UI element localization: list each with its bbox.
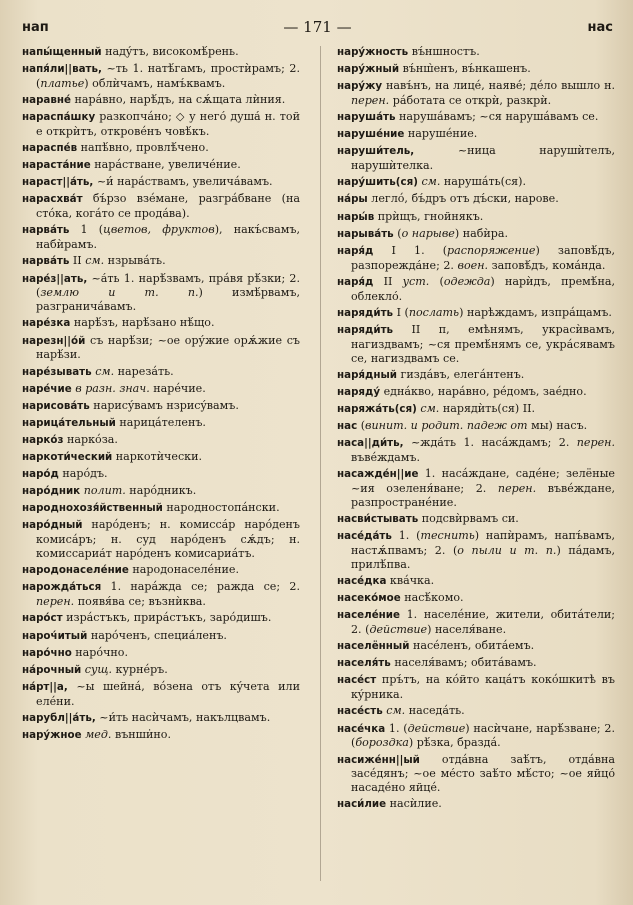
entry-definition: подсвѝрвамъ си.	[418, 512, 519, 526]
entry-headword: напы́щенный	[22, 46, 102, 58]
header-left-guide-word: нап	[22, 20, 49, 35]
entry-definition: 1. (	[385, 721, 408, 735]
dictionary-entry	[22, 611, 300, 626]
dictionary-entry	[22, 711, 300, 726]
entry-definition: II	[373, 274, 403, 288]
page-number: — 171 —	[283, 18, 352, 36]
entry-label: см.	[95, 364, 115, 378]
entry-label: см.	[421, 175, 441, 189]
dictionary-entry	[22, 175, 300, 190]
entry-label: полит.	[83, 484, 126, 498]
dictionary-entry	[337, 127, 615, 142]
entry-headword: наркоти́ческий	[22, 451, 113, 464]
entry-headword: наса||ди́ть,	[337, 437, 404, 450]
entry-label: в разн. знач.	[75, 381, 150, 395]
entry-headword: населе́ние	[337, 609, 400, 622]
entry-definition: ), накъ́свамъ, набѝрамъ.	[36, 223, 300, 252]
entry-definition: разкопчáно; ◇ у него́ душа́ н. той е открѝтъ, откровéнъ човѣ́къ.	[36, 110, 300, 139]
dictionary-entry	[337, 608, 615, 637]
dictionary-entry	[337, 436, 615, 465]
entry-label: перен.	[576, 436, 615, 450]
entry-headword: насе́да́ть	[337, 530, 392, 543]
page-header	[22, 16, 613, 38]
entry-headword: нарва́ть	[22, 224, 70, 237]
entry-definition: мы) насъ.	[527, 419, 588, 433]
entry-definition: ) пáдамъ, прилѣ́пва.	[351, 544, 615, 571]
entry-definition: нарисýвамъ нзрисýвамъ.	[89, 398, 239, 412]
entry-definition: (	[429, 274, 444, 288]
entry-label: сущ.	[84, 662, 113, 676]
dictionary-entry	[22, 158, 300, 173]
dictionary-entry	[22, 484, 300, 499]
dictionary-entry	[22, 141, 300, 156]
entry-headword: народнохозя́йственный	[22, 502, 163, 515]
dictionary-entry	[22, 272, 300, 315]
entry-definition: наркотѝчески.	[112, 450, 203, 464]
dictionary-entry	[22, 467, 300, 482]
entry-definition: появя́ва се; възнѝква.	[74, 595, 206, 609]
entry-headword: нараста́ние	[22, 159, 91, 172]
entry-definition: нарóченъ, специáленъ.	[87, 628, 227, 642]
dictionary-entry	[22, 62, 300, 91]
dictionary-entry	[337, 45, 615, 60]
entry-headword: насе́дка	[337, 575, 387, 588]
dictionary-entry	[337, 385, 615, 400]
entry-definition: външи̇но.	[111, 727, 171, 741]
entry-headword: на́ры	[337, 193, 368, 206]
entry-headword: населённый	[337, 640, 410, 653]
entry-definition: нарáвно, нарѣ́дъ, на сѫ́щата лѝния.	[71, 93, 286, 107]
dictionary-entry	[337, 210, 615, 225]
entry-definition: нарáстване, увеличéние.	[90, 158, 241, 172]
entry-definition: ~а́ть 1. нарѣ́звамъ, прáвя рѣ́зки; 2. (	[36, 271, 300, 300]
entry-label: о пыли и т. п.	[457, 544, 557, 558]
dictionary-entry	[22, 416, 300, 431]
dictionary-entry	[337, 419, 615, 434]
entry-headword: наруше́ние	[337, 128, 405, 141]
entry-headword: нас	[337, 420, 358, 433]
entry-headword: наро́д	[22, 468, 59, 481]
entry-headword: насе́чка	[337, 722, 386, 735]
right-column	[337, 45, 615, 815]
dictionary-entry	[22, 399, 300, 414]
entry-definition: въ́нш̀енъ, въ́нкашенъ.	[399, 62, 531, 76]
entry-headword: населя́ть	[337, 657, 391, 670]
entry-headword: наро́дный	[22, 519, 83, 532]
dictionary-entry	[22, 382, 300, 397]
entry-definition: ) насѝчане, нарѣ́зване; 2. (	[351, 721, 616, 750]
entry-definition: ~и́ нарáствамъ, увеличáвамъ.	[93, 175, 273, 189]
entry-definition: нарезáть.	[114, 364, 174, 378]
entry-definition: народонаселéние.	[128, 563, 239, 577]
entry-definition: ~ть 1. натѣ́гамъ, простѝрамъ; 2. (	[36, 62, 300, 90]
entry-label: одежда	[443, 274, 491, 288]
dictionary-entry	[22, 629, 300, 644]
entry-definition: напѣ́вно, провлѣ́чено.	[77, 141, 209, 155]
entry-definition: I 1. (	[373, 243, 448, 257]
dictionary-entry	[337, 175, 615, 190]
entry-definition: 1. населéние, жители, обитáтели; 2. (	[351, 608, 615, 637]
entry-headword: нарисова́ть	[22, 399, 90, 412]
entry-definition: надýтъ, високомѣ́рень.	[101, 45, 239, 58]
dictionary-entry	[22, 680, 300, 709]
entry-headword: нару́жный	[337, 63, 400, 76]
entry-headword: наре́зка	[22, 317, 71, 330]
entry-definition: 1 (	[69, 223, 104, 237]
entry-headword: наре́з||ать,	[22, 272, 88, 285]
dictionary-entry	[337, 110, 615, 125]
entry-headword: наро́дник	[22, 485, 81, 498]
dictionary-entry	[22, 334, 300, 363]
entry-definition: насѝлие.	[386, 797, 442, 811]
entry-headword: нараспе́в	[22, 142, 78, 155]
entry-definition: нарицáтеленъ.	[115, 415, 206, 429]
entry-definition: ) облѝчамъ, намъ́квамъ.	[84, 77, 226, 90]
entry-definition: (	[357, 419, 366, 433]
entry-definition: ) населя́ване.	[427, 623, 507, 637]
entry-headword: нарыва́ть	[337, 227, 394, 240]
entry-definition: 1. (	[391, 529, 421, 543]
entry-headword: наро́чно	[22, 646, 72, 659]
dictionary-entry	[22, 501, 300, 516]
entry-definition: нарéчие.	[149, 381, 206, 395]
dictionary-entry	[22, 646, 300, 661]
dictionary-entry	[337, 192, 615, 207]
entry-headword: насиже́нн||ый	[337, 753, 420, 766]
entry-headword: наряду́	[337, 385, 381, 398]
entry-label: см.	[386, 704, 406, 718]
entry-definition: (	[393, 226, 402, 240]
dictionary-entry	[337, 323, 615, 366]
entry-definition: нарóдникъ.	[125, 484, 197, 498]
entry-label: послать	[408, 305, 460, 319]
entry-headword: насеко́мое	[337, 592, 401, 605]
entry-definition: прѝщъ, гнойнякъ.	[374, 209, 484, 223]
entry-headword: наре́зывать	[22, 365, 92, 378]
entry-definition: насѣ́комо.	[400, 591, 464, 605]
entry-headword: насе́ст	[337, 674, 377, 687]
entry-headword: народонаселе́ние	[22, 564, 129, 577]
header-right-guide-word: нас	[587, 20, 613, 35]
entry-definition: ~и́ть насѝчамъ, накълцвамъ.	[95, 710, 271, 724]
entry-headword: наря́дный	[337, 368, 398, 381]
entry-definition: ) измѣ́рвамъ, разграничáвамъ.	[36, 286, 300, 314]
entry-headword: наруша́ть	[337, 111, 396, 124]
entry-label: бороздка	[355, 736, 409, 750]
entry-headword: нароч́итый	[22, 629, 88, 642]
entry-definition: нарядѝть(ся) II.	[439, 401, 536, 415]
entry-definition: наседáть.	[405, 704, 465, 718]
entry-definition: II п, емѣнямъ, украсѝвамъ, нагиздвамъ; ~ся премѣ́нямъ се, укрáсявамъ се, нагиздвамъ се.	[351, 322, 615, 365]
dictionary-entry	[337, 275, 615, 304]
dictionary-entry	[337, 368, 615, 383]
entry-headword: нару́жное	[22, 728, 82, 741]
entry-definition: 1. нарáждa се; раждa се; 2.	[101, 580, 300, 594]
dictionary-entry	[337, 529, 615, 572]
dictionary-entry	[22, 316, 300, 331]
entry-definition: навъ́нъ, на лицé, наявé; дéло вышло н.	[382, 79, 615, 93]
dictionary-entry	[337, 797, 615, 812]
entry-headword: нарица́тельный	[22, 416, 116, 429]
entry-definition: нарушáть(ся).	[440, 175, 527, 189]
entry-definition: нарóдъ.	[58, 467, 108, 481]
entry-headword: наряди́ть	[337, 323, 394, 336]
entry-headword: нарожда́ться	[22, 581, 102, 594]
entry-definition: ~ница нарушѝтелъ, нарушѝтелка.	[351, 144, 615, 173]
entry-definition: съ нарѣ́зи; ~ое ору́жие орѫ́жие съ нарѣ́зи.	[36, 333, 300, 362]
dictionary-entry	[22, 45, 300, 60]
entry-headword: на́рочный	[22, 663, 82, 676]
entry-definition: въ́ншностъ.	[408, 45, 480, 58]
entry-definition: бъ́рзо взéмане, разгрáбване (на стóка, когáто се продáва).	[36, 192, 300, 221]
entry-definition: ) нарѝдъ, премѣ́на, облекло́.	[351, 274, 615, 303]
dictionary-entry	[22, 365, 300, 380]
entry-headword: напя́ли||вать,	[22, 63, 102, 76]
dictionary-entry	[337, 574, 615, 589]
entry-definition: I (	[393, 305, 409, 319]
entry-definition: нарушáвамъ; ~ся нарушáвамъ се.	[395, 110, 599, 124]
entry-headword: насе́сть	[337, 705, 383, 718]
entry-definition: нарѣ́зъ, нарѣ́зано нѣ́що.	[70, 316, 215, 330]
entry-headword: нарко́з	[22, 433, 64, 446]
dictionary-entry	[337, 673, 615, 702]
entry-definition: въвéждамъ.	[351, 451, 420, 465]
entry-definition: II	[69, 254, 86, 268]
dictionary-entry	[337, 512, 615, 527]
entry-definition: нарушéние.	[404, 127, 478, 141]
entry-definition: отдáвна заѣ́тъ, отдáвна засéдянъ; ~ое ме́сто заѣ́то мѣ́сто; ~ое яйцо́ насадéно яйцé.	[351, 752, 615, 795]
entry-label: мед.	[85, 727, 112, 741]
dictionary-entry	[337, 656, 615, 671]
entry-headword: наря́д	[337, 244, 374, 257]
entry-label: распоряжение	[447, 243, 536, 257]
dictionary-entry	[337, 704, 615, 719]
entry-definition: еднáкво, нарáвно, рéдомъ, заéдно.	[380, 384, 587, 398]
entry-headword: нарва́ть	[22, 255, 70, 268]
dictionary-entry	[337, 722, 615, 751]
entry-definition: ) нарѣждамъ, изпрáщамъ.	[459, 305, 612, 319]
dictionary-entry	[337, 227, 615, 242]
entry-label: землю и т. п.	[40, 286, 199, 300]
left-column	[22, 45, 300, 745]
dictionary-entry	[337, 62, 615, 77]
entry-definition: леглó, бъ́дръ отъ дъ́ски, нарове.	[367, 192, 559, 206]
entry-definition: ) рѣ́зка, браздá.	[408, 736, 501, 750]
dictionary-entry	[337, 402, 615, 417]
dictionary-entry	[22, 663, 300, 678]
dictionary-entry	[22, 518, 300, 561]
entry-headword: насажде́н||ие	[337, 468, 419, 481]
entry-headword: нару́жность	[337, 46, 409, 58]
dictionary-entry	[22, 580, 300, 609]
entry-label: уст.	[402, 274, 430, 288]
entry-definition: 1. насáждане, садéне; зелёные ~ия озеленя́ване; 2.	[351, 467, 615, 496]
entry-headword: наряжа́ть(ся)	[337, 402, 417, 415]
entry-label: действие	[407, 721, 466, 735]
entry-label: воен.	[457, 258, 489, 272]
dictionary-entry	[337, 467, 615, 510]
entry-headword: нару́жу	[337, 80, 383, 93]
entry-definition: гиздáвъ, елегáнтенъ.	[397, 367, 525, 381]
entry-definition: рáботата се открѝ, разкрѝ.	[389, 94, 552, 108]
entry-definition: заповѣ́дъ, комáнда.	[488, 258, 606, 272]
entry-label: см.	[85, 254, 105, 268]
entry-definition: ~ы шейнá, вóзена отъ кýчета или елéни.	[36, 679, 300, 708]
entry-headword: нарубл||а́ть,	[22, 711, 96, 724]
entry-headword: нарезн||о́й	[22, 334, 86, 347]
dictionary-entry	[337, 639, 615, 654]
entry-label: платье	[40, 77, 85, 90]
dictionary-entry	[337, 244, 615, 273]
column-divider	[320, 46, 321, 881]
entry-label: винит. и родит. падеж от	[365, 419, 528, 433]
dictionary-entry	[22, 93, 300, 108]
entry-definition: ) напѝрамъ, напъ́вамъ, настѫ́пвамъ; 2. (	[351, 529, 616, 558]
dictionary-entry	[337, 306, 615, 321]
entry-definition: насéленъ, обитáемъ.	[409, 639, 535, 653]
dictionary-entry	[22, 450, 300, 465]
entry-headword: насви́стывать	[337, 513, 419, 526]
entry-definition: квáчка.	[386, 574, 435, 588]
entry-headword: наруши́тель,	[337, 145, 415, 158]
entry-label: действие	[369, 623, 428, 637]
entry-label: теснить	[420, 529, 475, 543]
dictionary-entry	[337, 591, 615, 606]
entry-headword: нару́шить(ся)	[337, 176, 418, 189]
entry-definition: ) набѝра.	[454, 226, 509, 240]
dictionary-entry	[337, 79, 615, 108]
dictionary-entry	[22, 563, 300, 578]
entry-headword: нараспа́шку	[22, 111, 96, 124]
dictionary-entry	[22, 192, 300, 221]
entry-definition: нарóденъ; н. комисса́р нарóденъ комисáръ; н. суд нарóденъ сѫ́дъ; н. комиссариа́т нарóденъ комисариáтъ.	[36, 518, 300, 561]
entry-definition: нзрывáть.	[104, 254, 166, 268]
entry-headword: наравне́	[22, 94, 71, 107]
entry-label: перен.	[36, 595, 75, 609]
entry-headword: нараст||а́ть,	[22, 176, 94, 189]
entry-definition: населя́вамъ; обитáвамъ.	[390, 656, 537, 670]
entry-headword: нарасхва́т	[22, 193, 83, 206]
entry-headword: наси́лие	[337, 798, 387, 811]
dictionary-entry	[22, 254, 300, 269]
entry-headword: нары́в	[337, 210, 375, 223]
entry-headword: наро́ст	[22, 612, 63, 625]
entry-definition: ~жда́ть 1. насáждамъ; 2.	[403, 436, 577, 450]
dictionary-entry	[22, 223, 300, 252]
entry-headword: наря́д	[337, 275, 374, 288]
dictionary-entry	[22, 728, 300, 743]
entry-label: о нарыве	[401, 226, 455, 240]
entry-definition: курнéръ.	[112, 662, 168, 676]
entry-definition: ) заповѣ́дъ, разпорежда́не; 2.	[351, 243, 615, 272]
entry-definition: пръ́тъ, на кóйто кацáтъ кокóшкитѣ въ кýрника.	[351, 673, 615, 702]
entry-label: цветов, фруктов	[103, 223, 215, 237]
entry-label: перен.	[497, 482, 537, 496]
entry-headword: наре́чие	[22, 382, 72, 395]
dictionary-entry	[22, 433, 300, 448]
dictionary-entry	[22, 110, 300, 139]
entry-definition: нарóчно.	[71, 645, 129, 659]
entry-label: перен.	[351, 94, 390, 108]
entry-headword: наряди́ть	[337, 306, 394, 319]
dictionary-entry	[337, 144, 615, 173]
entry-headword: на́рт||а,	[22, 680, 68, 693]
entry-definition: въвéждане, разпространéние.	[351, 482, 615, 509]
entry-label: см.	[420, 401, 440, 415]
entry-definition: изрáстъкъ, прирáстъкъ, зарóдишъ.	[62, 611, 272, 625]
entry-definition: наркóза.	[63, 432, 118, 446]
dictionary-entry	[337, 753, 615, 796]
entry-definition: народностопáнски.	[162, 501, 280, 515]
